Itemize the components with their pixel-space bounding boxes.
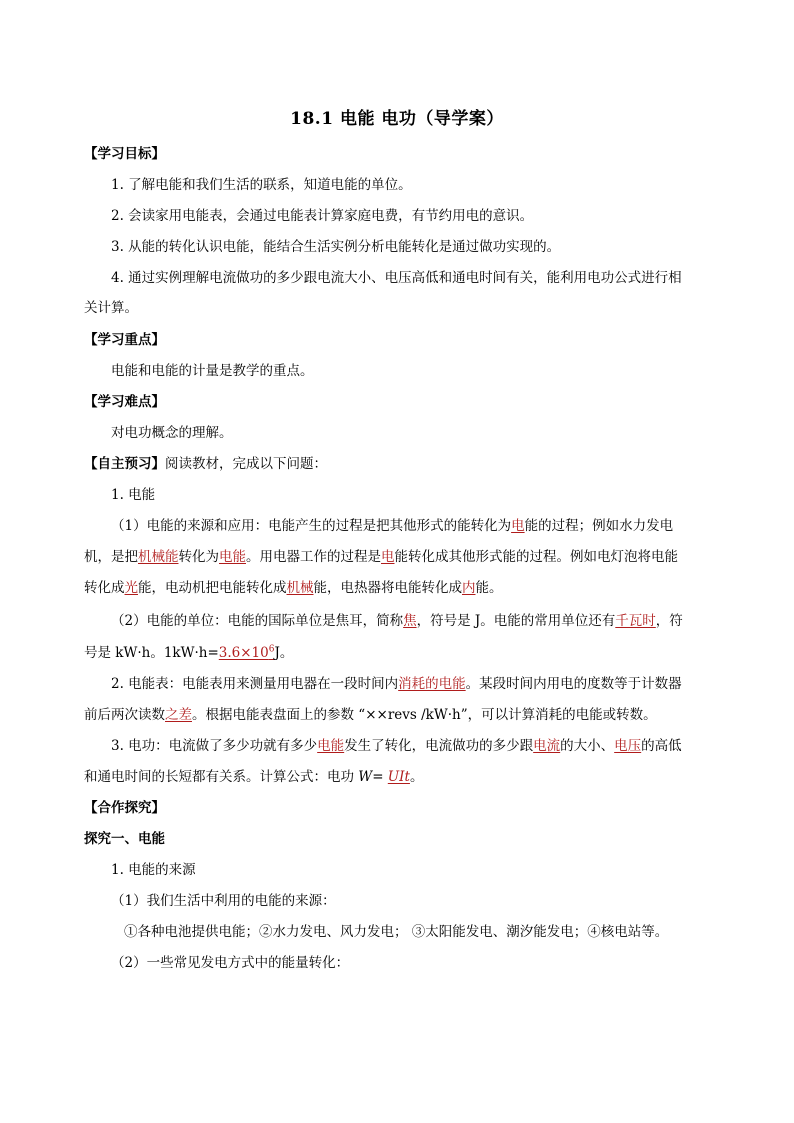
text-run: 的高低 [641, 738, 682, 754]
difficult-heading: 【学习难点】 [84, 394, 165, 410]
answer-blank: 电压 [614, 738, 642, 754]
answer-blank: 电 [511, 518, 525, 534]
text-run: 能，电动机把电能转化成 [138, 580, 287, 596]
text-run: 能，电热器将电能转化成 [313, 580, 462, 596]
text-run: 能。 [475, 580, 503, 596]
answer-blank: 焦 [403, 613, 417, 629]
text-run: 和通电时间的长短都有关系。计算公式：电功 [84, 769, 359, 785]
answer-blank: 光 [124, 580, 138, 596]
page-title: 18.1 电能 电功（导学案） [290, 109, 504, 129]
para-2-line-2 [84, 643, 293, 663]
preview-section-1-title: 1. 电能 [111, 487, 156, 503]
text-run: 的大小、 [560, 738, 615, 754]
coop-section-1-title: 1. 电能的来源 [111, 862, 196, 878]
answer-blank: 内 [462, 580, 476, 596]
text-run: 号是 kW·h。1kW·h= [84, 645, 219, 661]
text-run: J。 [274, 645, 294, 661]
text-run: 。用电器工作的过程是 [246, 549, 381, 565]
text-run: 。某段时间内用电的度数等于计数器 [465, 676, 682, 692]
coop-heading: 【合作探究】 [84, 800, 165, 816]
exponent: 6 [268, 644, 275, 655]
answer-blank: 千瓦时 [615, 613, 656, 629]
text-run: 2. 电能表：电能表用来测量用电器在一段时间内 [111, 676, 399, 692]
text-run: （1）电能的来源和应用：电能产生的过程是把其他形式的能转化为 [111, 518, 512, 534]
key-text: 电能和电能的计量是教学的重点。 [111, 363, 314, 379]
text-run: ，符号是 J。电能的常用单位还有 [416, 613, 616, 629]
answer-blank: 机械能 [138, 549, 179, 565]
coop-subheading: 探究一、电能 [84, 831, 165, 847]
coop-question-1: （1）我们生活中利用的电能的来源： [111, 893, 336, 909]
text-run: 转化为 [178, 549, 219, 565]
text-run: 能转化成其他形式能的过程。例如电灯泡将电能 [394, 549, 678, 565]
formula-symbol-w: W [358, 769, 373, 785]
text-run: = [372, 769, 388, 785]
answer-blank: 之差 [165, 707, 192, 723]
goals-heading: 【学习目标】 [84, 146, 165, 162]
goal-item-3: 3. 从能的转化认识电能，能结合生活实例分析电能转化是通过做功实现的。 [111, 239, 561, 255]
goal-item-4-continued: 关计算。 [84, 300, 138, 316]
answer-blank: 机械 [286, 580, 314, 596]
para-3-line-2 [84, 705, 657, 725]
coop-question-2: （2）一些常见发电方式中的能量转化： [111, 955, 350, 971]
answer-blank: UIt [387, 769, 410, 785]
text-run: 3.6×10 [218, 645, 269, 661]
goal-item-1: 1. 了解电能和我们生活的联系，知道电能的单位。 [111, 177, 412, 193]
answer-blank: 电流 [533, 738, 561, 754]
answer-blank: 电能 [219, 549, 246, 565]
text-run: 。根据电能表盘面上的参数 “××revs /kW·h”，可以计算消耗的电能或转数。 [192, 707, 657, 723]
answer-blank: 电 [381, 549, 395, 565]
para-1-line-3 [84, 578, 503, 598]
goal-item-4: 4. 通过实例理解电流做功的多少跟电流大小、电压高低和通电时间有关，能利用电功公式进行相 [111, 270, 682, 286]
key-heading: 【学习重点】 [84, 332, 165, 348]
para-4-line-2 [84, 767, 423, 787]
answer-blank: 电能 [317, 738, 345, 754]
goal-item-2: 2. 会读家用电能表，会通过电能表计算家庭电费，有节约用电的意识。 [111, 208, 534, 224]
preview-heading: 【自主预习】 [84, 456, 165, 472]
text-run: 。 [409, 769, 424, 785]
answer-blank [219, 645, 275, 661]
para-1-line-2 [84, 547, 678, 567]
text-run: 发生了转化，电流做功的多少跟 [344, 738, 534, 754]
text-run: 3. 电功：电流做了多少功就有多少 [111, 738, 318, 754]
text-run: （2）电能的单位：电能的国际单位是焦耳，简称 [111, 613, 404, 629]
para-1-line-1 [111, 516, 673, 536]
coop-question-1-answer: ①各种电池提供电能；②水力发电、风力发电； ③太阳能发电、潮汐能发电；④核电站等。 [124, 924, 669, 940]
para-2-line-1 [111, 611, 683, 631]
text-run: 前后两次读数 [84, 707, 165, 723]
text-run: 转化成 [84, 580, 125, 596]
para-3-line-1 [111, 674, 682, 694]
text-run: ，符 [655, 613, 683, 629]
text-run: 能的过程；例如水力发电 [524, 518, 674, 534]
para-4-line-1 [111, 736, 682, 756]
answer-blank: 消耗的电能 [398, 676, 466, 692]
difficult-text: 对电功概念的理解。 [111, 425, 233, 441]
text-run: 机，是把 [84, 549, 138, 565]
preview-intro: 阅读教材，完成以下问题： [165, 456, 327, 472]
preview-line [84, 454, 327, 474]
